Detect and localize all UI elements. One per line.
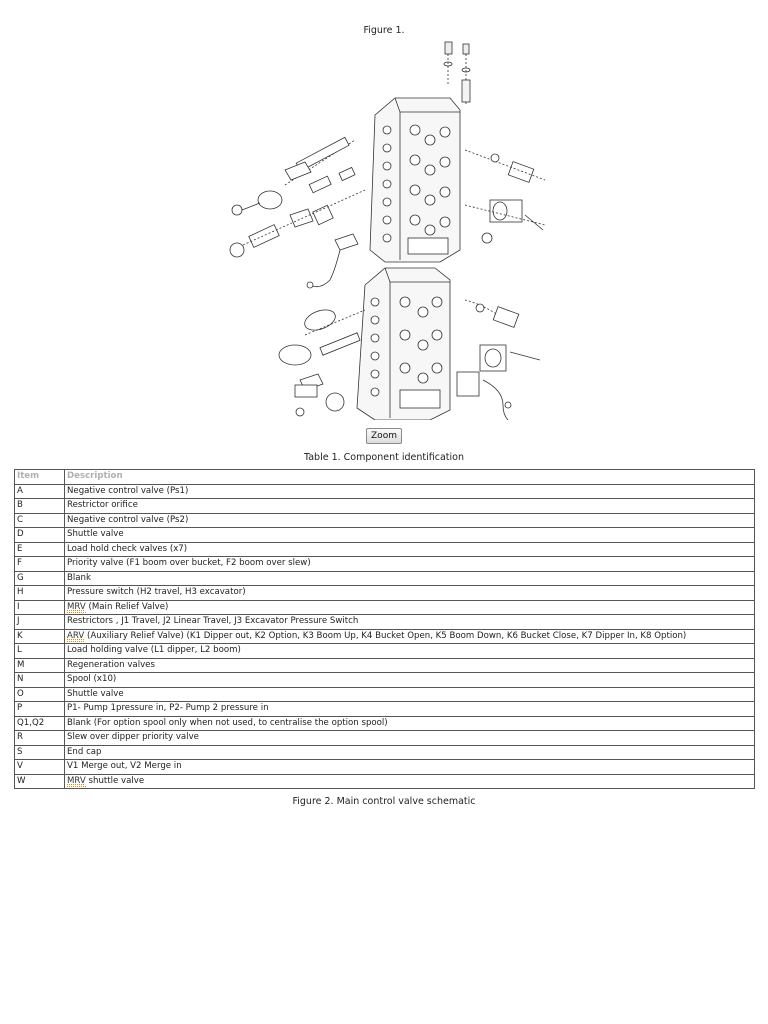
description-cell: Restrictor orifice: [65, 499, 755, 514]
description-text: (Main Relief Valve): [85, 601, 169, 612]
table-row: [15, 557, 755, 572]
item-cell: G: [15, 571, 65, 586]
abbreviation-link[interactable]: MRV: [67, 601, 86, 612]
item-cell: V: [15, 760, 65, 775]
column-header-item: Item: [15, 470, 65, 485]
description-cell: Blank (For option spool only when not used, to centralise the option spool): [65, 716, 755, 731]
table-row: [15, 499, 755, 514]
item-cell: O: [15, 687, 65, 702]
item-cell: I: [15, 600, 65, 615]
description-cell: Load holding valve (L1 dipper, L2 boom): [65, 644, 755, 659]
item-cell: M: [15, 658, 65, 673]
item-cell: K: [15, 629, 65, 644]
table-row: [15, 615, 755, 630]
abbreviation-link[interactable]: MRV: [67, 775, 86, 786]
description-text: shuttle valve: [85, 775, 145, 786]
description-cell: Priority valve (F1 boom over bucket, F2 boom over slew): [65, 557, 755, 572]
table-row: [15, 658, 755, 673]
description-cell: [65, 629, 755, 644]
table-row: [15, 673, 755, 688]
table-row: [15, 513, 755, 528]
description-cell: Load hold check valves (x7): [65, 542, 755, 557]
item-cell: Q1,Q2: [15, 716, 65, 731]
table-row: [15, 629, 755, 644]
item-cell: E: [15, 542, 65, 557]
description-cell: [65, 774, 755, 789]
item-cell: L: [15, 644, 65, 659]
figure-1-caption: Figure 1.: [363, 25, 405, 36]
description-cell: Shuttle valve: [65, 687, 755, 702]
description-cell: Negative control valve (Ps1): [65, 484, 755, 499]
description-cell: Regeneration valves: [65, 658, 755, 673]
item-cell: C: [15, 513, 65, 528]
table-row: [15, 644, 755, 659]
description-cell: Blank: [65, 571, 755, 586]
item-cell: R: [15, 731, 65, 746]
table-row: [15, 600, 755, 615]
description-text: (Auxiliary Relief Valve) (K1 Dipper out, K2 Option, K3 Boom Up, K4 Bucket Open, K5 Boom Down, K6 Bucket Close, K7 Dipper In, K8 Option): [84, 630, 687, 641]
table-row: [15, 571, 755, 586]
table-row: [15, 528, 755, 543]
table-header-row: [15, 470, 755, 485]
item-cell: D: [15, 528, 65, 543]
description-cell: P1- Pump 1pressure in, P2- Pump 2 pressure in: [65, 702, 755, 717]
table-row: [15, 702, 755, 717]
table-row: [15, 484, 755, 499]
table-caption: Table 1. Component identification: [304, 452, 464, 463]
description-cell: Spool (x10): [65, 673, 755, 688]
description-cell: Pressure switch (H2 travel, H3 excavator): [65, 586, 755, 601]
description-cell: Restrictors , J1 Travel, J2 Linear Travel, J3 Excavator Pressure Switch: [65, 615, 755, 630]
table-row: [15, 687, 755, 702]
table-row: [15, 542, 755, 557]
component-identification-table: [14, 469, 755, 789]
item-cell: P: [15, 702, 65, 717]
description-cell: End cap: [65, 745, 755, 760]
description-cell: V1 Merge out, V2 Merge in: [65, 760, 755, 775]
item-cell: J: [15, 615, 65, 630]
table-row: [15, 716, 755, 731]
table-row: [15, 586, 755, 601]
zoom-button[interactable]: Zoom: [366, 428, 402, 444]
table-body: [15, 484, 755, 789]
item-cell: S: [15, 745, 65, 760]
abbreviation-link[interactable]: ARV: [67, 630, 85, 641]
table-row: [15, 745, 755, 760]
item-cell: H: [15, 586, 65, 601]
description-cell: [65, 600, 755, 615]
column-header-description: Description: [65, 470, 755, 485]
figure-2-caption: Figure 2. Main control valve schematic: [292, 796, 476, 807]
description-cell: Shuttle valve: [65, 528, 755, 543]
description-cell: Negative control valve (Ps2): [65, 513, 755, 528]
table-row: [15, 774, 755, 789]
table-row: [15, 760, 755, 775]
item-cell: N: [15, 673, 65, 688]
description-cell: Slew over dipper priority valve: [65, 731, 755, 746]
item-cell: W: [15, 774, 65, 789]
control-valve-exploded-diagram: [225, 40, 550, 420]
item-cell: F: [15, 557, 65, 572]
table-row: [15, 731, 755, 746]
item-cell: A: [15, 484, 65, 499]
item-cell: B: [15, 499, 65, 514]
